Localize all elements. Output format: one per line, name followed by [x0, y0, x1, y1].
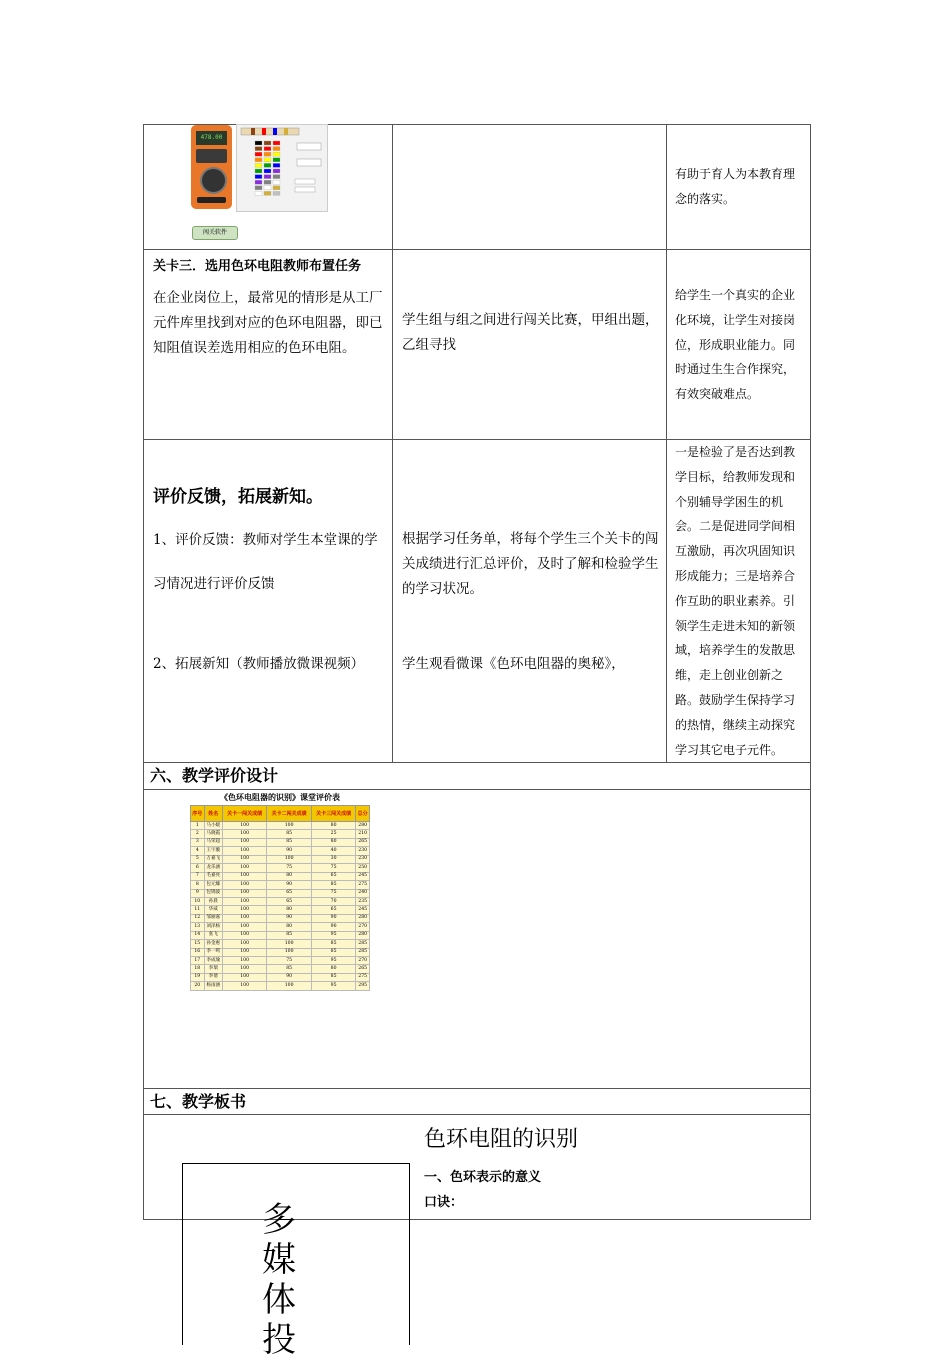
color-swatch[interactable]	[264, 141, 271, 145]
row-divider-6	[143, 1114, 811, 1115]
table-cell: 280	[356, 931, 370, 939]
table-cell: 16	[191, 948, 205, 956]
color-swatch[interactable]	[273, 186, 280, 190]
table-cell: 80	[311, 822, 355, 830]
multimeter-dial	[200, 167, 227, 194]
table-cell: 295	[356, 982, 370, 991]
table-cell: 85	[311, 973, 355, 981]
color-swatch[interactable]	[255, 186, 262, 190]
table-cell: 250	[356, 864, 370, 872]
table-cell: 75	[267, 864, 311, 872]
level-three-description: 在企业岗位上，最常见的情形是从工厂元件库里找到对应的色环电阻器，即已知阻值误差选用相应的色环电阻。	[153, 290, 383, 356]
table-cell: 马小媛	[204, 822, 222, 830]
feedback-item-2: 2、拓展新知（教师播放微课视频）	[153, 656, 365, 672]
table-cell: 240	[356, 889, 370, 897]
table-row	[191, 830, 370, 838]
table-cell: 12	[191, 914, 205, 922]
table-cell: 李瑞	[204, 965, 222, 973]
table-cell: 95	[311, 957, 355, 965]
table-cell: 70	[311, 897, 355, 905]
table-cell: 100	[222, 906, 266, 914]
table-cell: 270	[356, 957, 370, 965]
table-row	[191, 906, 370, 914]
table-cell: 3	[191, 838, 205, 846]
table-cell: 4	[191, 847, 205, 855]
panel-button[interactable]	[297, 143, 321, 150]
table-cell: 100	[267, 940, 311, 948]
table-cell: 孙晨	[204, 897, 222, 905]
panel-button[interactable]	[297, 159, 321, 166]
color-swatch[interactable]	[255, 158, 262, 162]
micro-lesson-activity: 学生观看微课《色环电阻器的奥秘》，	[402, 656, 625, 672]
table-cell: 25	[311, 830, 355, 838]
table-cell: 90	[267, 847, 311, 855]
color-swatch[interactable]	[255, 141, 262, 145]
table-row	[191, 897, 370, 905]
table-cell: 包锦波	[204, 889, 222, 897]
table-row	[191, 847, 370, 855]
table-cell: 1	[191, 822, 205, 830]
table-cell: 11	[191, 906, 205, 914]
color-swatch[interactable]	[264, 158, 271, 162]
feedback-title: 评价反馈，拓展新知。	[153, 487, 323, 507]
table-cell: 85	[311, 948, 355, 956]
table-cell: 邹丽嘉	[204, 914, 222, 922]
color-swatch[interactable]	[273, 191, 280, 195]
table-cell: 85	[311, 881, 355, 889]
level-three-purpose: 给学生一个真实的企业化环境，让学生对接岗位，形成职业能力。同时通过生生合作探究，有效突破难点。	[675, 288, 796, 402]
row-divider-1	[143, 249, 811, 250]
table-cell: 100	[222, 965, 266, 973]
table-cell: 龙乐涵	[204, 864, 222, 872]
challenge-software-button[interactable]: 闯关软件	[192, 226, 238, 240]
table-cell: 75	[311, 889, 355, 897]
table-row	[191, 965, 370, 973]
table-cell: 100	[222, 923, 266, 931]
color-swatch[interactable]	[264, 163, 271, 167]
table-cell: 85	[311, 940, 355, 948]
table-cell: 15	[191, 940, 205, 948]
color-swatch[interactable]	[273, 152, 280, 156]
table-cell: 90	[311, 923, 355, 931]
table-row	[191, 940, 370, 948]
table-cell: 230	[356, 855, 370, 863]
table-cell: 280	[356, 822, 370, 830]
table-row	[191, 982, 370, 991]
table-cell: 65	[267, 897, 311, 905]
table-cell: 75	[311, 864, 355, 872]
table-cell: 245	[356, 872, 370, 880]
table-row	[191, 973, 370, 981]
level-three-title: 关卡三．选用色环电阻教师布置任务	[153, 259, 362, 274]
table-cell: 90	[311, 914, 355, 922]
table-cell: 100	[222, 957, 266, 965]
table-cell: 95	[311, 982, 355, 991]
table-cell: 100	[222, 830, 266, 838]
table-cell: 100	[267, 822, 311, 830]
evaluation-table-caption: 《色环电阻器的识别》课堂评价表	[190, 790, 370, 805]
color-swatch[interactable]	[264, 152, 271, 156]
table-cell: 265	[356, 965, 370, 973]
feedback-purpose: 一是检验了是否达到教学目标，给教师发现和个别辅导学困生的机会。二是促进同学间相互激励，再次巩固知识形成能力；三是培养合作互助的职业素养。引领学生走进未知的新领域，培养学生的发散思维，走上创业创新之路。鼓励学生保持学习的热情，继续主动探究学习其它电子元件。	[675, 445, 796, 757]
level-three-student-activity: 学生组与组之间进行闯关比赛，甲组出题，乙组寻找	[402, 312, 659, 353]
table-cell: 85	[267, 965, 311, 973]
table-cell: 100	[222, 889, 266, 897]
table-cell: 90	[267, 881, 311, 889]
table-cell: 275	[356, 973, 370, 981]
board-line-1: 一、色环表示的意义	[424, 1170, 542, 1185]
col-divider-1	[392, 124, 393, 763]
color-swatch[interactable]	[255, 191, 262, 195]
table-cell: 孙金惠	[204, 940, 222, 948]
table-cell: 9	[191, 889, 205, 897]
table-left-border	[143, 124, 144, 1220]
table-cell: 90	[267, 914, 311, 922]
table-cell: 30	[311, 855, 355, 863]
table-cell: 100	[222, 948, 266, 956]
color-swatch[interactable]	[264, 147, 271, 151]
table-cell: 14	[191, 931, 205, 939]
table-cell: 75	[267, 957, 311, 965]
table-cell: 马荣超	[204, 838, 222, 846]
table-cell: 李倩	[204, 973, 222, 981]
multimedia-char-4: 投	[262, 1320, 296, 1360]
color-swatch[interactable]	[273, 169, 280, 173]
table-cell: 20	[191, 982, 205, 991]
board-line-2: 口诀：	[424, 1195, 464, 1210]
table-cell: 19	[191, 973, 205, 981]
color-swatch[interactable]	[273, 147, 280, 151]
table-cell: 100	[222, 973, 266, 981]
color-swatch[interactable]	[273, 158, 280, 162]
table-cell: 210	[356, 830, 370, 838]
resistor-band	[262, 128, 266, 135]
table-cell: 17	[191, 957, 205, 965]
table-cell: 100	[222, 897, 266, 905]
color-swatch[interactable]	[255, 163, 262, 167]
table-cell: 万嘉飞	[204, 855, 222, 863]
table-cell: 100	[222, 838, 266, 846]
multimeter-display: 478.00	[196, 131, 227, 145]
table-cell: 100	[267, 948, 311, 956]
evaluation-header-cell: 序号	[191, 806, 205, 822]
table-cell: 10	[191, 897, 205, 905]
table-cell: 40	[311, 847, 355, 855]
table-cell: 270	[356, 923, 370, 931]
multimeter-jacks	[197, 197, 226, 203]
color-swatch[interactable]	[264, 191, 271, 195]
table-cell: 265	[356, 838, 370, 846]
table-cell: 90	[267, 973, 311, 981]
table-cell: 王宇璇	[204, 847, 222, 855]
table-cell: 马晓霞	[204, 830, 222, 838]
table-cell: 7	[191, 872, 205, 880]
table-cell: 100	[222, 940, 266, 948]
table-row	[191, 948, 370, 956]
table-cell: 100	[267, 982, 311, 991]
table-cell: 包元臻	[204, 881, 222, 889]
table-cell: 100	[267, 855, 311, 863]
table-cell: 80	[267, 872, 311, 880]
table-cell: 张飞	[204, 931, 222, 939]
table-cell: 8	[191, 881, 205, 889]
evaluation-header-cell: 总分	[356, 806, 370, 822]
row1-purpose-text: 有助于育人为本教育理念的落实。	[675, 167, 796, 206]
table-row	[191, 855, 370, 863]
evaluation-table	[190, 790, 370, 991]
table-cell: 100	[222, 855, 266, 863]
evaluation-header-cell: 关卡一闯关成绩	[222, 806, 266, 822]
table-cell: 100	[222, 822, 266, 830]
table-cell: 5	[191, 855, 205, 863]
resistor-band	[251, 128, 255, 135]
section6-heading: 六、教学评价设计	[150, 766, 279, 785]
table-cell: 280	[356, 914, 370, 922]
table-row	[191, 838, 370, 846]
multimedia-char-1: 多	[262, 1200, 296, 1240]
table-row	[191, 914, 370, 922]
resistor-band	[284, 128, 288, 135]
feedback-student-activity: 根据学习任务单，将每个学生三个关卡的闯关成绩进行汇总评价，及时了解和检验学生的学习状况。	[402, 531, 659, 597]
row-divider-5	[143, 1088, 811, 1089]
table-cell: 毛嘉亮	[204, 872, 222, 880]
software-screenshot	[190, 124, 326, 239]
table-cell: 18	[191, 965, 205, 973]
multimedia-projection-box	[182, 1163, 410, 1360]
color-swatch[interactable]	[255, 147, 262, 151]
table-cell: 100	[222, 847, 266, 855]
table-cell: 杨雨涵	[204, 982, 222, 991]
board-title: 色环电阻的识别	[424, 1127, 579, 1152]
evaluation-table-body	[191, 822, 370, 991]
table-cell: 65	[311, 872, 355, 880]
table-cell: 李一鸣	[204, 948, 222, 956]
color-swatch-grid	[237, 125, 327, 211]
table-cell: 6	[191, 864, 205, 872]
table-row	[191, 822, 370, 830]
evaluation-table-header	[191, 806, 370, 822]
resistor-band	[273, 128, 277, 135]
table-cell: 100	[222, 872, 266, 880]
table-cell: 235	[356, 897, 370, 905]
color-swatch[interactable]	[264, 169, 271, 173]
feedback-item-1: 1、评价反馈：教师对学生本堂课的学习情况进行评价反馈	[153, 532, 378, 592]
color-swatch[interactable]	[273, 141, 280, 145]
table-row	[191, 931, 370, 939]
color-code-panel	[236, 124, 328, 212]
multimedia-char-3: 体	[262, 1280, 296, 1320]
table-row	[191, 957, 370, 965]
table-cell: 100	[222, 982, 266, 991]
table-row	[191, 923, 370, 931]
table-cell: 华威	[204, 906, 222, 914]
color-swatch[interactable]	[255, 180, 262, 184]
table-cell: 100	[222, 864, 266, 872]
color-swatch[interactable]	[264, 180, 271, 184]
table-row	[191, 881, 370, 889]
table-cell: 80	[267, 906, 311, 914]
table-cell: 275	[356, 881, 370, 889]
color-swatch[interactable]	[273, 175, 280, 179]
table-right-border	[810, 124, 811, 1220]
table-cell: 85	[267, 838, 311, 846]
evaluation-header-cell: 关卡三闯关成绩	[311, 806, 355, 822]
table-cell: 刘泽杨	[204, 923, 222, 931]
table-cell: 65	[267, 889, 311, 897]
color-swatch[interactable]	[255, 169, 262, 173]
table-cell: 13	[191, 923, 205, 931]
table-cell: 65	[311, 906, 355, 914]
table-row	[191, 889, 370, 897]
table-cell: 285	[356, 940, 370, 948]
table-cell: 李成瑜	[204, 957, 222, 965]
table-cell: 245	[356, 906, 370, 914]
table-cell: 80	[311, 965, 355, 973]
table-cell: 100	[222, 931, 266, 939]
table-row	[191, 872, 370, 880]
color-swatch[interactable]	[255, 175, 262, 179]
color-swatch[interactable]	[273, 180, 280, 184]
table-cell: 230	[356, 847, 370, 855]
color-swatch[interactable]	[273, 163, 280, 167]
multimeter-keys	[196, 149, 227, 163]
color-swatch[interactable]	[264, 186, 271, 190]
table-cell: 80	[311, 838, 355, 846]
col-divider-2	[666, 124, 667, 763]
table-cell: 95	[311, 931, 355, 939]
resistor-strip	[241, 128, 299, 135]
table-cell: 85	[267, 830, 311, 838]
evaluation-header-cell: 关卡二闯关成绩	[267, 806, 311, 822]
table-cell: 285	[356, 948, 370, 956]
table-row	[191, 864, 370, 872]
multimeter-image	[191, 125, 232, 209]
color-swatch[interactable]	[264, 175, 271, 179]
table-cell: 80	[267, 923, 311, 931]
panel-input[interactable]	[295, 187, 315, 192]
evaluation-header-cell: 姓名	[204, 806, 222, 822]
table-cell: 100	[222, 914, 266, 922]
table-cell: 2	[191, 830, 205, 838]
panel-input[interactable]	[295, 179, 315, 184]
section7-heading: 七、教学板书	[150, 1092, 247, 1111]
color-swatch[interactable]	[255, 152, 262, 156]
table-cell: 85	[267, 931, 311, 939]
multimedia-char-2: 媒	[262, 1240, 296, 1280]
table-cell: 100	[222, 881, 266, 889]
